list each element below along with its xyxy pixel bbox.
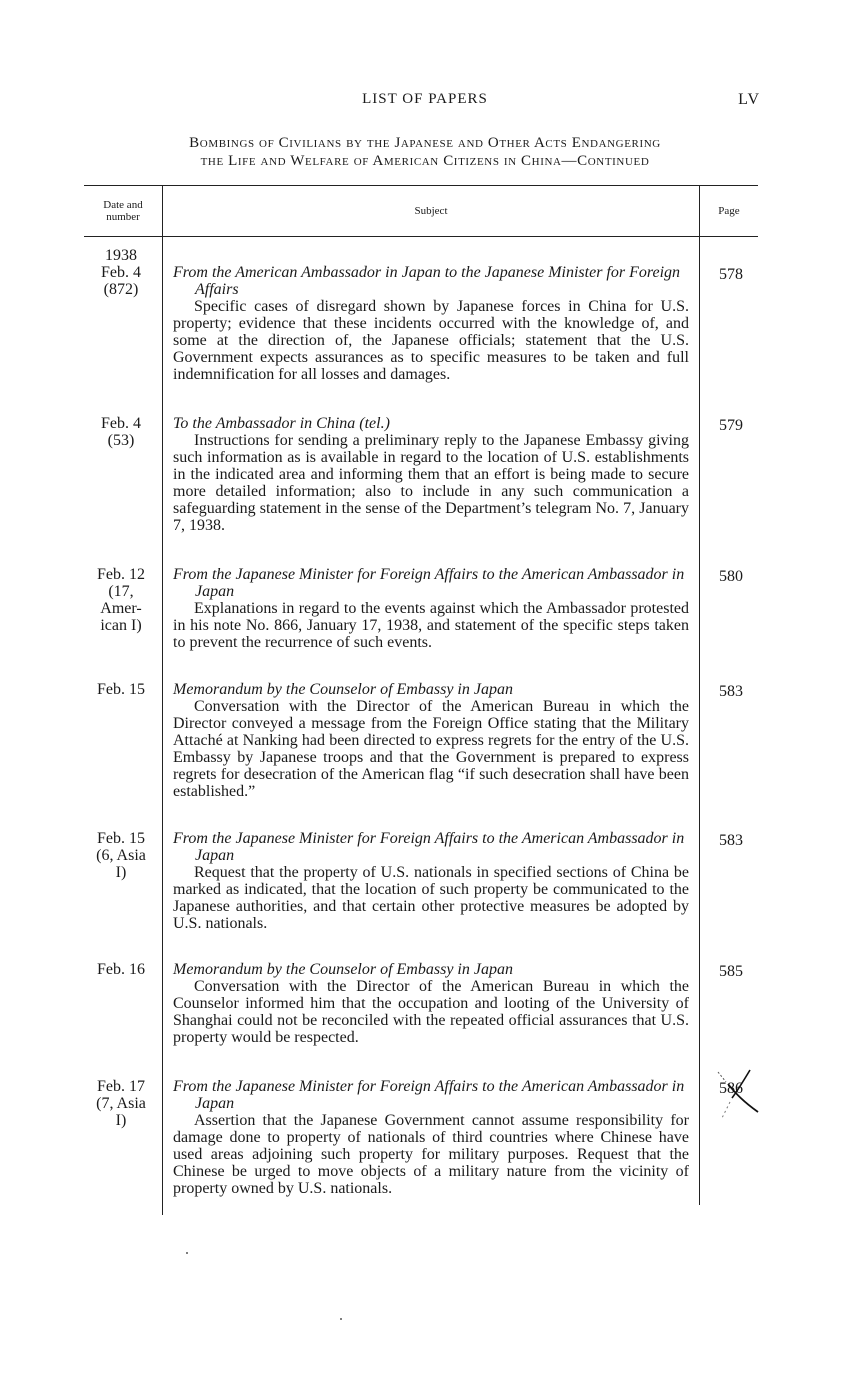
papers-table	[84, 185, 758, 1215]
row-page-cell	[704, 1080, 758, 1097]
column-divider-left	[162, 185, 163, 1215]
row-subject	[173, 681, 689, 800]
table-row	[84, 1078, 758, 1197]
date-line: Feb. 12	[97, 566, 145, 583]
row-page: 580	[719, 568, 743, 585]
subject-body: Assertion that the Japanese Government cannot assume responsibility for damage done to property of nationals of third countries where Chinese have used areas adjoining such property for military purposes. Request that the Chinese be urged to move objects of a military nature from the vicinity of property owned by U.S. nationals.	[173, 1112, 689, 1197]
row-date	[84, 1078, 158, 1129]
date-line: Feb. 4	[101, 264, 141, 281]
subject-title: Memorandum by the Counselor of Embassy in Japan	[173, 961, 513, 978]
column-header-date	[84, 185, 162, 236]
date-line: Amer-	[100, 600, 142, 617]
row-date	[84, 566, 158, 634]
date-line: (872)	[103, 281, 139, 298]
column-header-page: Page	[718, 204, 740, 217]
section-title	[70, 134, 780, 170]
date-line: Feb. 4	[101, 415, 141, 432]
row-page: 583	[719, 683, 743, 700]
date-line: (6, Asia	[96, 847, 146, 864]
subject-title: From the Japanese Minister for Foreign Affairs to the American Ambassador in Japan	[173, 1078, 685, 1112]
column-header-date-label: Date and number	[103, 198, 143, 223]
row-date	[84, 415, 158, 449]
subject-body: Instructions for sending a preliminary reply to the Japanese Embassy giving such information as is available in regard to the location of U.S. establishments in the indicated area and informing them that an effort is being made to secure more detailed information; also to include in any such communication a safeguarding statement in the sense of the Department’s telegram No. 7, January 7, 1938.	[173, 432, 689, 534]
subject-title: From the American Ambassador in Japan to the Japanese Minister for Foreign Affairs	[173, 264, 681, 298]
row-date	[84, 961, 158, 978]
date-line: I)	[115, 864, 127, 881]
date-line: Feb. 15	[97, 830, 145, 847]
page-number: LV	[738, 91, 760, 108]
section-title-line-1: Bombings of Civilians by the Japanese and Other Acts Endangering	[189, 135, 661, 151]
page-speck	[340, 1318, 342, 1320]
date-line: ican I)	[100, 617, 142, 634]
subject-body: Conversation with the Director of the American Bureau in which the Counselor informed him that the occupation and looting of the University of Shanghai could not be reconciled with the repeated official assurances that U.S. property would be respected.	[173, 978, 689, 1046]
subject-body: Explanations in regard to the events against which the Ambassador protested in his note No. 866, January 17, 1938, and statement of the specific steps taken to prevent the recurrence of such events.	[173, 600, 689, 651]
row-subject	[173, 415, 689, 534]
handwritten-cross-mark-icon	[712, 1068, 760, 1122]
row-subject	[173, 961, 689, 1046]
row-page: 583	[719, 832, 743, 849]
column-header-subject: Subject	[414, 204, 448, 217]
date-line: Feb. 15	[97, 681, 145, 698]
date-line: 1938	[105, 247, 137, 264]
row-page: 579	[719, 417, 743, 434]
subject-title: From the Japanese Minister for Foreign Affairs to the American Ambassador in Japan	[173, 830, 685, 864]
running-title: LIST OF PAPERS	[362, 91, 488, 107]
row-page: 585	[719, 963, 743, 980]
row-date	[84, 681, 158, 698]
row-date	[84, 247, 158, 298]
subject-body: Conversation with the Director of the American Bureau in which the Director conveyed a message from the Foreign Office stating that the Military Attaché at Nanking had been directed to express regrets for the entry of the U.S. Embassy by Japanese troops and that the Government is prepared to express regrets for desecration of the American flag “if such desecration shall have been established.”	[173, 698, 689, 800]
row-subject	[173, 830, 689, 932]
date-line: (17,	[108, 583, 134, 600]
subject-title: To the Ambassador in China (tel.)	[173, 415, 390, 432]
row-subject	[173, 566, 689, 651]
subject-body: Request that the property of U.S. nationals in specified sections of China be marked as indicated, that the location of such property be communicated to the Japanese authorities, and that certain other protective measures be adopted by U.S. nationals.	[173, 864, 689, 932]
table-header-rule	[84, 236, 758, 237]
page-header	[0, 91, 850, 113]
page-speck	[186, 1252, 188, 1254]
subject-body: Specific cases of disregard shown by Japanese forces in China for U.S. property; evidence that these incidents occurred with the knowledge of, and some at the direction of, the Japanese officials; statement that the U.S. Government expects assurances as to specific measures to be taken and full indemnification for all losses and damages.	[173, 298, 689, 383]
date-line: Feb. 17	[97, 1078, 145, 1095]
date-line: (7, Asia	[96, 1095, 146, 1112]
row-page: 578	[719, 266, 743, 283]
row-date	[84, 830, 158, 881]
date-line: I)	[115, 1112, 127, 1129]
subject-title: From the Japanese Minister for Foreign Affairs to the American Ambassador in Japan	[173, 566, 685, 600]
row-subject	[173, 1078, 689, 1197]
date-line: Feb. 16	[97, 961, 145, 978]
subject-title: Memorandum by the Counselor of Embassy in Japan	[173, 681, 513, 698]
section-title-line-2: the Life and Welfare of American Citizens in China—Continued	[200, 153, 650, 169]
column-divider-right	[699, 185, 700, 1205]
date-line: (53)	[107, 432, 135, 449]
row-page: 586	[719, 1080, 743, 1097]
row-subject	[173, 264, 689, 383]
